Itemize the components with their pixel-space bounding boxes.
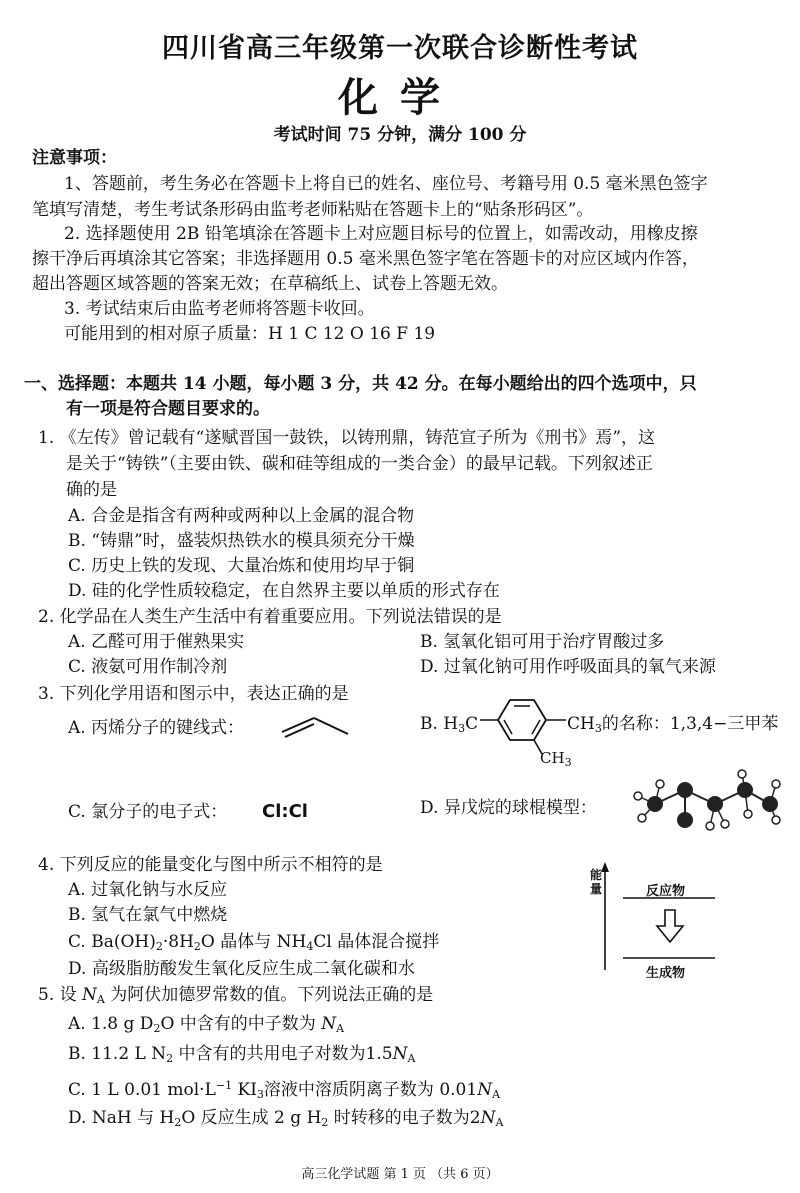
q3-option-d: D. 异戊烷的球棍模型： bbox=[420, 798, 597, 818]
avogadro-symbol: N bbox=[477, 1080, 493, 1100]
q2-option-a: A. 乙醛可用于催熟果实 bbox=[68, 632, 245, 652]
exam-title: 四川省高三年级第一次联合诊断性考试 bbox=[162, 33, 638, 64]
energy-diagram bbox=[585, 862, 735, 972]
subject-title: 化学 bbox=[338, 74, 462, 121]
q2-option-d: D. 过氧化钠可用作呼吸面具的氧气来源 bbox=[420, 657, 716, 677]
subscript: 2 bbox=[166, 1052, 174, 1065]
text-fragment: 中含有的共用电子对数为1.5 bbox=[173, 1044, 393, 1064]
q4-option-d: D. 高级脂肪酸发生氧化反应生成二氧化碳和水 bbox=[68, 959, 415, 979]
avogadro-symbol: N bbox=[392, 1044, 408, 1064]
q2-option-b: B. 氢氧化铝可用于治疗胃酸过多 bbox=[420, 632, 665, 652]
text-fragment: 时转移的电子数为2 bbox=[328, 1108, 481, 1128]
q1-stem: 1. 《左传》曾记载有“遂赋晋国一鼓铁，以铸刑鼎，铸范宣子所为《刑书》焉”，这 bbox=[38, 428, 656, 448]
text-fragment: 为阿伏加德罗常数的值。下列说法正确的是 bbox=[104, 985, 434, 1005]
text-fragment: D. NaH 与 H bbox=[68, 1108, 175, 1128]
q3-b-h: B. H bbox=[420, 714, 459, 734]
q3-option-c: C. 氯分子的电子式： bbox=[68, 802, 228, 822]
q2-stem: 2. 化学品在人类生产生活中有着重要应用。下列说法错误的是 bbox=[38, 607, 502, 627]
q4-stem: 4. 下列反应的能量变化与图中所示不相符的是 bbox=[38, 855, 383, 875]
q3-b-ch3: $CH_3$的名称：1,3,4−三甲苯 bbox=[567, 714, 779, 735]
q5-option-b bbox=[68, 1042, 415, 1071]
q1-stem: 是关于“铸铁”（主要由铁、碳和硅等组成的一类合金）的最早记载。下列叙述正 bbox=[66, 454, 653, 474]
note-line: 笔填写清楚，考生考试条形码由监考老师粘贴在答题卡上的“贴条形码区”。 bbox=[32, 200, 594, 220]
note-line: 1、答题前，考生务必在答题卡上将自已的姓名、座位号、考籍号用 0.5 毫米黑色签字 bbox=[64, 174, 708, 194]
note-line: 2. 选择题使用 2B 铅笔填涂在答题卡上对应题目标号的位置上，如需改动，用橡皮擦 bbox=[64, 224, 698, 244]
note-line: 3. 考试结束后由监考老师将答题卡收回。 bbox=[64, 299, 375, 319]
text-fragment: KI bbox=[232, 1080, 257, 1100]
q3-option-a: A. 丙烯分子的键线式： bbox=[68, 718, 245, 738]
q4-option-c bbox=[68, 930, 439, 959]
section-heading: 一、选择题：本题共 14 小题，每小题 3 分，共 42 分。在每小题给出的四个选项中，只 bbox=[24, 374, 697, 394]
avogadro-symbol: N bbox=[321, 1014, 337, 1034]
subscript: A bbox=[96, 993, 105, 1006]
subscript: A bbox=[336, 1022, 345, 1035]
q4-option-a: A. 过氧化钠与水反应 bbox=[68, 880, 228, 900]
q1-option-c: C. 历史上铁的发现、大量冶炼和使用均早于铜 bbox=[68, 556, 415, 576]
text-fragment: A. 1.8 g D bbox=[68, 1014, 154, 1034]
text-fragment: Cl 晶体混合搅拌 bbox=[313, 932, 440, 952]
text-fragment: C. 1 L 0.01 mol·L bbox=[68, 1080, 216, 1100]
subscript: 2 bbox=[155, 940, 163, 953]
note-line: 擦干净后再填涂其它答案；非选择题用 0.5 毫米黑色签字笔在答题卡的对应区域内作答， bbox=[32, 249, 699, 269]
subscript: 2 bbox=[193, 940, 201, 953]
atomic-masses: 可能用到的相对原子质量：H 1 C 12 O 16 F 19 bbox=[64, 324, 436, 344]
q5-option-c bbox=[68, 1074, 500, 1107]
q1-stem: 确的是 bbox=[66, 480, 117, 500]
subscript: 2 bbox=[153, 1022, 161, 1035]
text-fragment: 溶液中溶质阴离子数为 0.01 bbox=[263, 1080, 478, 1100]
isopentane-ball-stick-model bbox=[630, 770, 780, 840]
text-fragment: O 反应生成 2 g H bbox=[181, 1108, 322, 1128]
q2-option-c: C. 液氨可用作制冷剂 bbox=[68, 657, 228, 677]
subscript: 4 bbox=[306, 940, 314, 953]
section-heading-cont: 有一项是符合题目要求的。 bbox=[66, 399, 270, 419]
subscript: A bbox=[492, 1088, 501, 1101]
q5-option-d bbox=[68, 1106, 503, 1135]
subscript: A bbox=[495, 1116, 504, 1129]
propene-skeletal-formula bbox=[282, 710, 352, 740]
q1-option-a: A. 合金是指含有两种或两种以上金属的混合物 bbox=[68, 506, 415, 526]
q1-option-b: B. “铸鼎”时，盛装炽热铁水的模具须充分干燥 bbox=[68, 531, 415, 551]
text-fragment: O 晶体与 NH bbox=[200, 932, 307, 952]
subscript: 2 bbox=[321, 1116, 329, 1129]
subscript: A bbox=[407, 1052, 416, 1065]
page-footer: 高三化学试题 第 1 页 （共 6 页） bbox=[301, 1167, 499, 1182]
text-fragment: ·8H bbox=[162, 932, 194, 952]
q4-option-b: B. 氢气在氯气中燃烧 bbox=[68, 905, 228, 925]
q3-option-b-prefix: B. $H_3C$ bbox=[420, 714, 479, 735]
text-fragment: O 中含有的中子数为 bbox=[160, 1014, 322, 1034]
note-line: 超出答题区域答题的答案无效；在草稿纸上、试卷上答题无效。 bbox=[32, 274, 508, 294]
q1-option-d: D. 硅的化学性质较稳定，在自然界主要以单质的形式存在 bbox=[68, 581, 500, 601]
exam-info: 考试时间 75 分钟，满分 100 分 bbox=[273, 125, 527, 145]
avogadro-symbol: N bbox=[480, 1108, 496, 1128]
q3-b-ch3-lower: $CH_3$ bbox=[540, 749, 572, 769]
subscript: 3 bbox=[256, 1088, 264, 1101]
chlorine-electron-formula: Cl:Cl bbox=[262, 801, 308, 822]
q3-stem: 3. 下列化学用语和图示中，表达正确的是 bbox=[38, 684, 349, 704]
energy-axis-label: 能量 bbox=[590, 868, 603, 896]
notes-heading: 注意事项： bbox=[32, 148, 117, 168]
subscript: 3 bbox=[458, 722, 466, 735]
product-label: 生成物 bbox=[646, 966, 686, 981]
text-fragment: B. 11.2 L N bbox=[68, 1044, 167, 1064]
superscript: −1 bbox=[215, 1079, 233, 1092]
text-fragment: 5. 设 bbox=[38, 985, 83, 1005]
q5-option-a bbox=[68, 1012, 344, 1041]
subscript: 2 bbox=[174, 1116, 182, 1129]
avogadro-symbol: N bbox=[82, 985, 97, 1005]
text-fragment: C. Ba(OH) bbox=[68, 932, 156, 952]
q5-stem bbox=[38, 983, 433, 1012]
q3-option-b-name: 的名称：1,3,4−三甲苯 bbox=[601, 714, 779, 734]
reactant-label: 反应物 bbox=[646, 884, 686, 899]
